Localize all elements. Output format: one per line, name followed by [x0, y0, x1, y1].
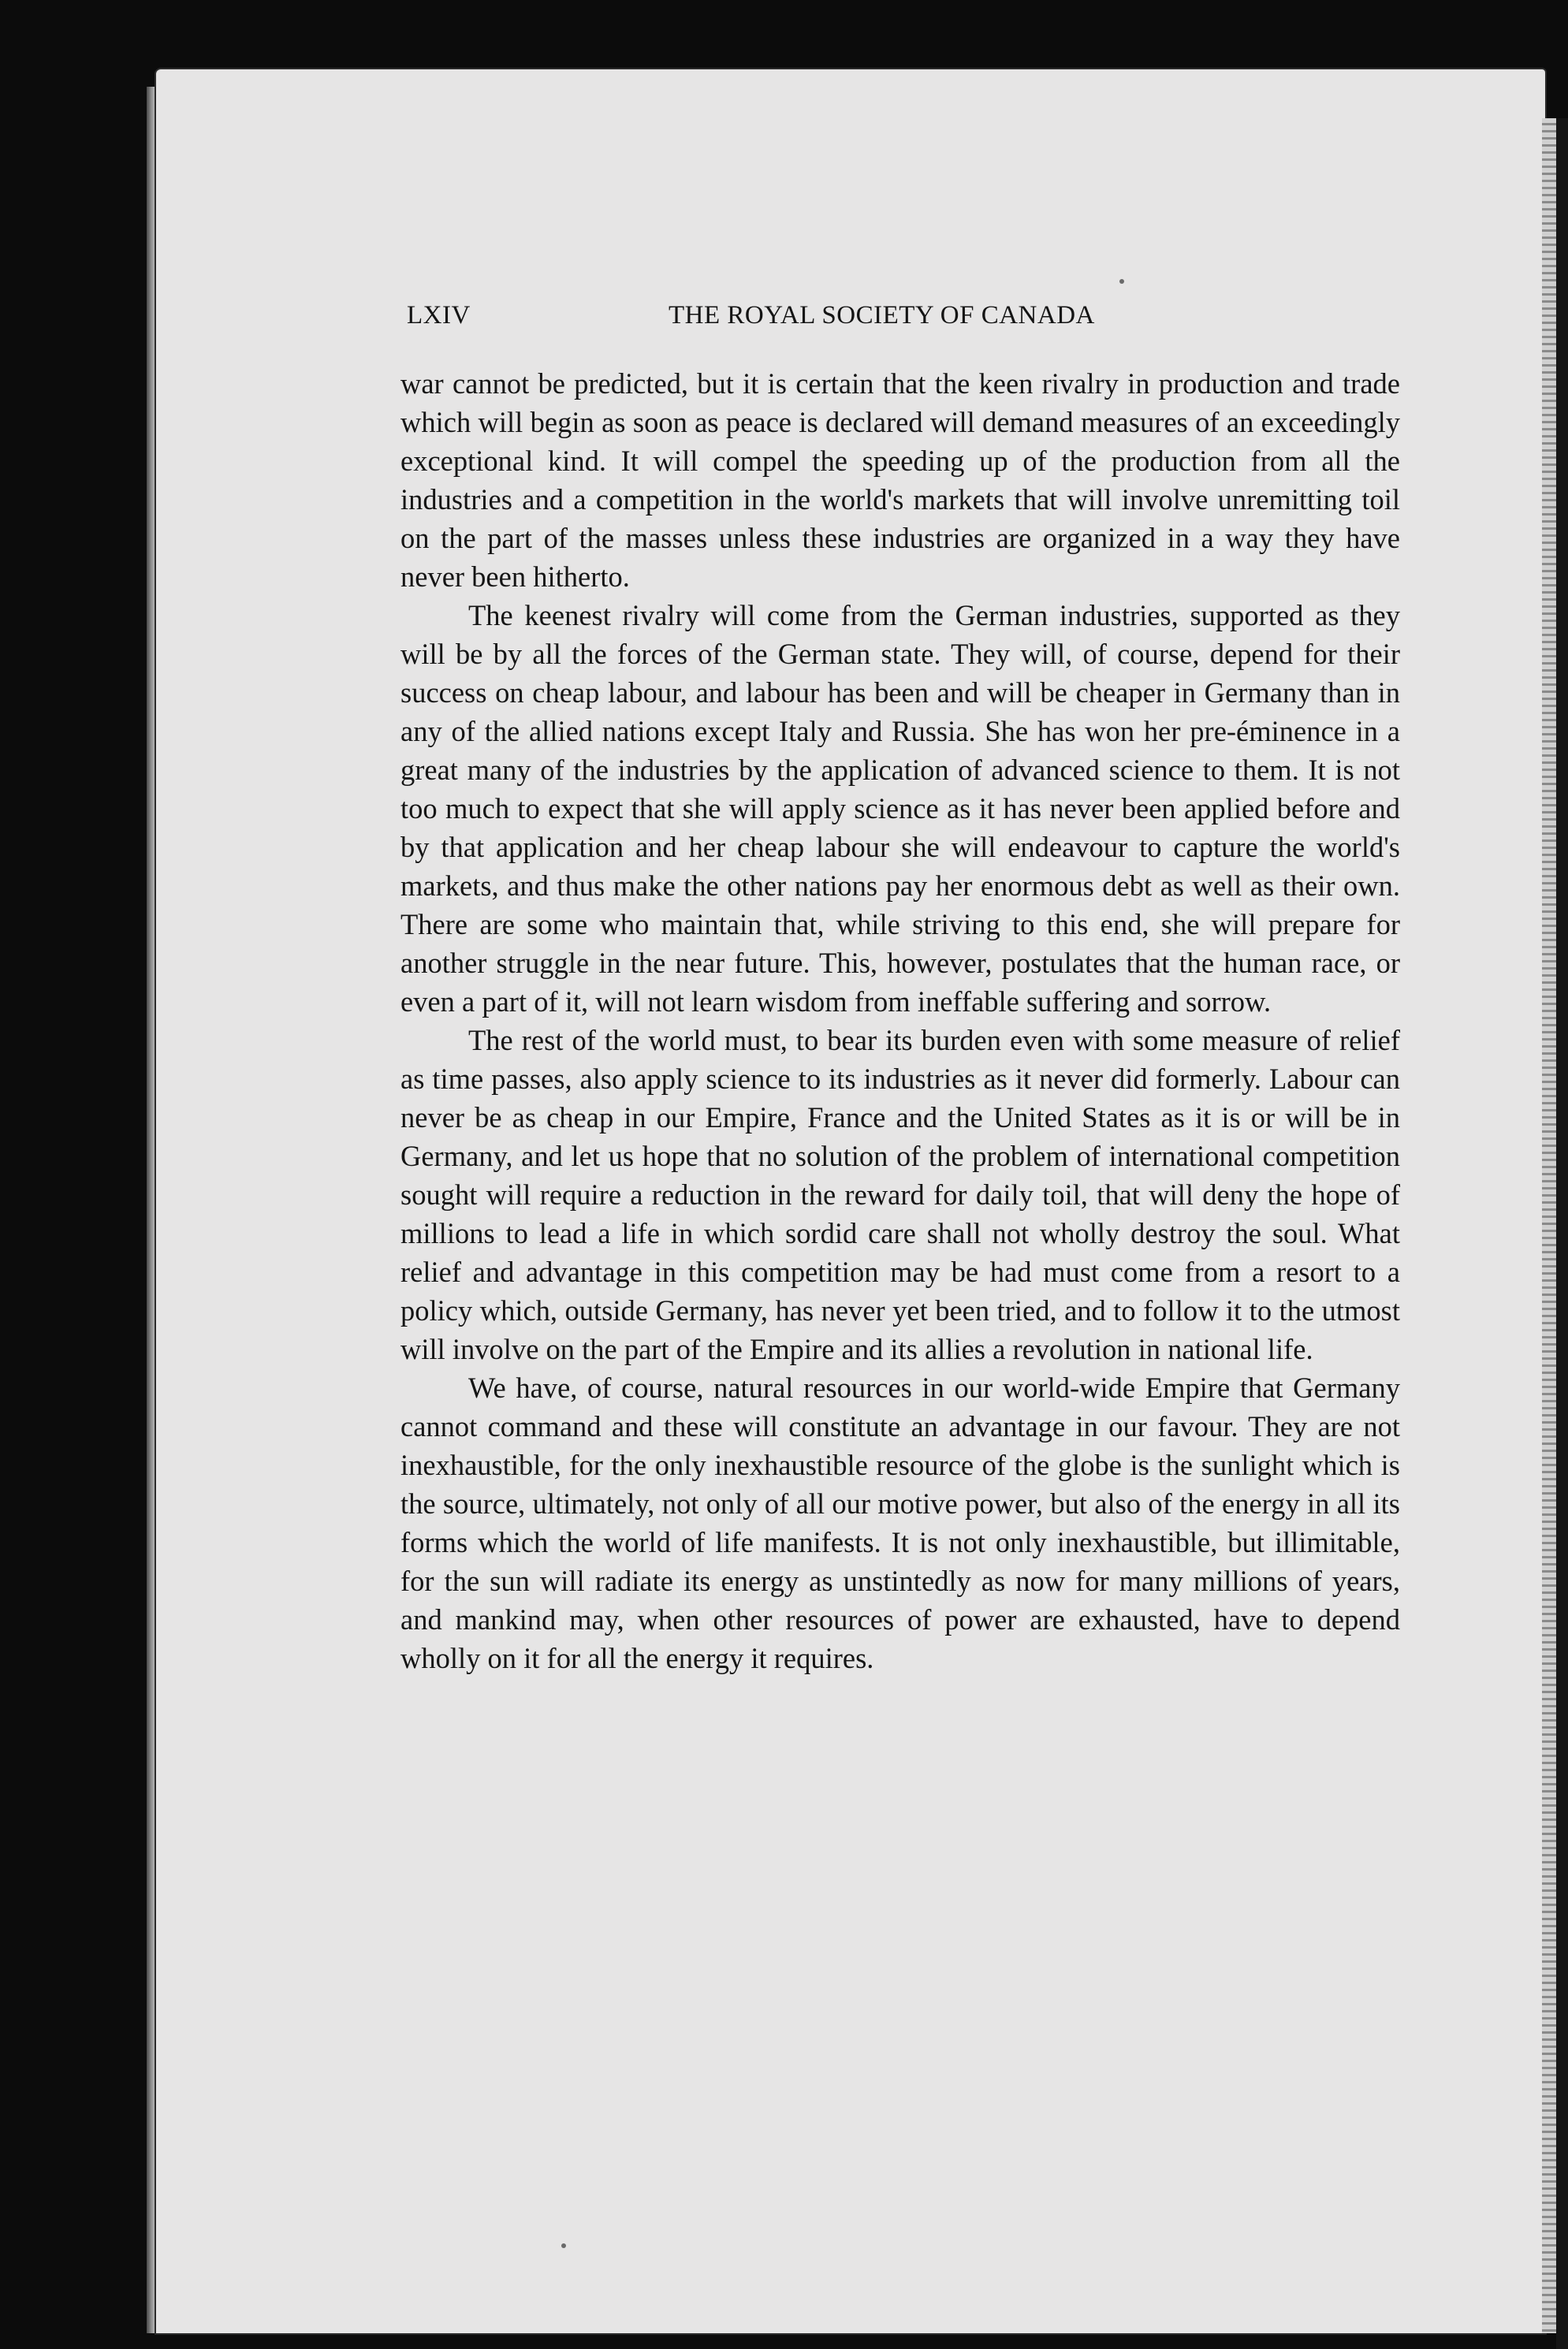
paragraph-1: war cannot be predicted, but it is certain that the keen rivalry in production and trade which will begin as soon as peace is declared will demand measures of an exceedingly exceptional kind. It will compel the speeding up of the production from all the industries and a competition in the world's markets that will involve unremitting toil on the part of the masses unless these industries are organized in a way they have never been hitherto. — [400, 367, 1400, 593]
paragraph-2: The keenest rivalry will come from the German industries, supported as they will be by all the forces of the German state. They will, of course, depend for their success on cheap labour, and labour has been and will be cheaper in Germany than in any of the allied nations except Italy and Russia. She has won her pre-éminence in a great many of the industries by the application of advanced science to them. It is not too much to expect that she will apply science as it has never been applied before and by that application and her cheap labour she will endeavour to capture the world's markets, and thus make the other nations pay her enormous debt as well as their own. There are some who maintain that, while striving to this end, she will prepare for another struggle in the near future. This, however, postulates that the human race, or even a part of it, will not learn wisdom from ineffable suffering and sorrow. — [400, 599, 1400, 1018]
body-text — [400, 364, 1400, 1677]
paragraph-3: The rest of the world must, to bear its burden even with some measure of relief as time passes, also apply science to its industries as it never did formerly. Labour can never be as cheap in our Empire, France and the United States as it is or will be in Germany, and let us hope that no solution of the problem of international competition sought will require a reduction in the reward for daily toil, that will deny the hope of millions to lead a life in which sordid care shall not wholly destroy the soul. What relief and advantage in this competition may be had must come from a resort to a policy which, outside Germany, has never yet been tried, and to follow it to the utmost will involve on the part of the Empire and its allies a revolution in national life. — [400, 1024, 1400, 1365]
scan-border-right — [1556, 118, 1568, 2349]
dust-speck — [561, 2243, 566, 2248]
running-title: THE ROYAL SOCIETY OF CANADA — [669, 301, 1095, 329]
dust-speck — [1119, 279, 1124, 284]
paragraph-4: We have, of course, natural resources in our world-wide Empire that Germany cannot command and these will constitute an advantage in our favour. They are not inexhaustible, for the only inexhaustible resource of the globe is the sunlight which is the source, ultimately, not only of all our motive power, but also of the energy in all its forms which the world of life manifests. It is not only inexhaustible, but illimitable, for the sun will radiate its energy as unstintedly as now for many millions of years, and mankind may, when other resources of power are exhausted, have to depend wholly on it for all the energy it requires. — [400, 1372, 1400, 1674]
page-stack-right-edge — [1542, 118, 1556, 2333]
page-header — [407, 301, 1405, 341]
page-number: LXIV — [407, 301, 471, 329]
